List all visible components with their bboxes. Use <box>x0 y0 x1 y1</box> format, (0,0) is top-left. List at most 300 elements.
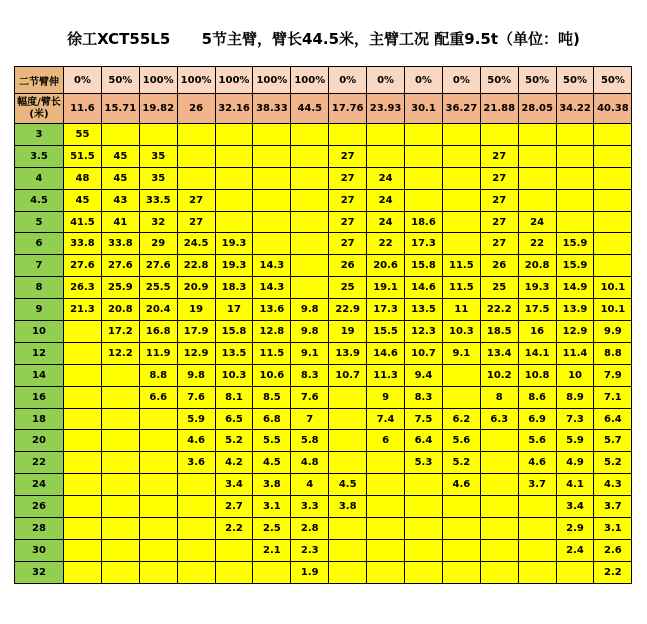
radius-cell: 18 <box>15 408 64 430</box>
load-value-cell <box>442 518 480 540</box>
load-value-cell: 12.2 <box>101 342 139 364</box>
load-value-cell: 10.3 <box>442 321 480 343</box>
load-value-cell: 11 <box>442 299 480 321</box>
boom-length-cell: 32.16 <box>215 94 253 124</box>
load-value-cell <box>177 496 215 518</box>
load-value-cell <box>291 233 329 255</box>
load-value-cell <box>101 496 139 518</box>
boom-length-cell: 17.76 <box>329 94 367 124</box>
boom-length-cell: 26 <box>177 94 215 124</box>
boom-length-cell: 15.71 <box>101 94 139 124</box>
load-value-cell: 9.1 <box>291 342 329 364</box>
load-value-cell <box>518 124 556 146</box>
table-row <box>15 474 632 496</box>
table-row <box>15 299 632 321</box>
load-value-cell: 27.6 <box>64 255 102 277</box>
load-value-cell <box>442 189 480 211</box>
table-row <box>15 124 632 146</box>
length-label-cell: 幅度/臂长(米) <box>15 94 64 124</box>
load-value-cell: 3.7 <box>518 474 556 496</box>
load-value-cell: 45 <box>64 189 102 211</box>
load-value-cell <box>177 145 215 167</box>
load-value-cell <box>442 386 480 408</box>
load-value-cell <box>253 167 291 189</box>
load-value-cell: 5.6 <box>442 430 480 452</box>
load-value-cell <box>367 518 405 540</box>
load-value-cell: 27 <box>480 233 518 255</box>
radius-cell: 3.5 <box>15 145 64 167</box>
load-value-cell: 27 <box>329 211 367 233</box>
table-row <box>15 321 632 343</box>
table-row <box>15 277 632 299</box>
load-value-cell: 27 <box>329 233 367 255</box>
boom-length-cell: 19.82 <box>139 94 177 124</box>
section-extension-cell: 50% <box>101 67 139 94</box>
load-value-cell: 7.9 <box>594 364 632 386</box>
radius-cell: 24 <box>15 474 64 496</box>
load-value-cell: 7.5 <box>405 408 443 430</box>
section-extension-cell: 50% <box>518 67 556 94</box>
load-value-cell: 10.7 <box>329 364 367 386</box>
load-value-cell <box>480 539 518 561</box>
load-value-cell <box>405 124 443 146</box>
load-value-cell <box>64 321 102 343</box>
load-value-cell: 11.5 <box>442 277 480 299</box>
load-value-cell: 51.5 <box>64 145 102 167</box>
load-value-cell <box>329 430 367 452</box>
load-value-cell: 3.4 <box>556 496 594 518</box>
load-value-cell: 27 <box>177 211 215 233</box>
load-value-cell <box>556 145 594 167</box>
radius-cell: 26 <box>15 496 64 518</box>
radius-cell: 4.5 <box>15 189 64 211</box>
load-value-cell <box>329 452 367 474</box>
load-value-cell: 14.9 <box>556 277 594 299</box>
load-value-cell: 29 <box>139 233 177 255</box>
radius-cell: 7 <box>15 255 64 277</box>
load-value-cell: 22.2 <box>480 299 518 321</box>
load-value-cell: 22.8 <box>177 255 215 277</box>
radius-cell: 3 <box>15 124 64 146</box>
load-value-cell <box>405 474 443 496</box>
load-value-cell <box>367 561 405 583</box>
load-value-cell <box>215 167 253 189</box>
boom-length-cell: 30.1 <box>405 94 443 124</box>
load-value-cell <box>215 561 253 583</box>
section-extension-cell: 50% <box>594 67 632 94</box>
section-extension-cell: 0% <box>64 67 102 94</box>
section-extension-cell: 50% <box>480 67 518 94</box>
table-row <box>15 342 632 364</box>
table-row <box>15 518 632 540</box>
load-value-cell <box>101 539 139 561</box>
load-value-cell <box>64 342 102 364</box>
load-value-cell: 11.9 <box>139 342 177 364</box>
load-value-cell <box>64 452 102 474</box>
load-value-cell <box>518 496 556 518</box>
load-value-cell: 6.8 <box>253 408 291 430</box>
load-value-cell: 4.6 <box>518 452 556 474</box>
load-value-cell: 4.6 <box>442 474 480 496</box>
load-value-cell: 27 <box>480 189 518 211</box>
load-value-cell: 13.9 <box>556 299 594 321</box>
load-value-cell: 22.9 <box>329 299 367 321</box>
load-value-cell: 2.2 <box>215 518 253 540</box>
load-value-cell <box>442 539 480 561</box>
load-value-cell: 12.9 <box>556 321 594 343</box>
section-extension-cell: 0% <box>329 67 367 94</box>
load-value-cell: 27 <box>480 211 518 233</box>
boom-length-cell: 40.38 <box>594 94 632 124</box>
load-value-cell: 6.3 <box>480 408 518 430</box>
load-value-cell <box>480 561 518 583</box>
section-extension-cell: 100% <box>291 67 329 94</box>
load-value-cell: 12.3 <box>405 321 443 343</box>
load-value-cell: 33.5 <box>139 189 177 211</box>
load-value-cell: 6.4 <box>594 408 632 430</box>
table-row <box>15 430 632 452</box>
load-value-cell <box>480 430 518 452</box>
load-value-cell: 4.9 <box>556 452 594 474</box>
load-value-cell: 4.5 <box>329 474 367 496</box>
section-label-cell: 二节臂伸 <box>15 67 64 94</box>
load-value-cell: 7 <box>291 408 329 430</box>
load-value-cell: 24 <box>367 189 405 211</box>
load-value-cell: 11.4 <box>556 342 594 364</box>
boom-length-cell: 34.22 <box>556 94 594 124</box>
section-extension-cell: 100% <box>177 67 215 94</box>
load-value-cell: 2.4 <box>556 539 594 561</box>
load-value-cell: 10.6 <box>253 364 291 386</box>
radius-cell: 14 <box>15 364 64 386</box>
table-row <box>15 539 632 561</box>
section-extension-cell: 50% <box>556 67 594 94</box>
radius-cell: 8 <box>15 277 64 299</box>
load-value-cell <box>64 561 102 583</box>
radius-cell: 5 <box>15 211 64 233</box>
load-value-cell <box>556 167 594 189</box>
load-value-cell: 11.3 <box>367 364 405 386</box>
load-value-cell: 14.6 <box>367 342 405 364</box>
radius-cell: 10 <box>15 321 64 343</box>
load-value-cell: 55 <box>64 124 102 146</box>
table-row <box>15 233 632 255</box>
load-value-cell <box>291 124 329 146</box>
load-value-cell: 20.9 <box>177 277 215 299</box>
load-value-cell: 6.6 <box>139 386 177 408</box>
load-value-cell <box>253 145 291 167</box>
load-value-cell: 25 <box>329 277 367 299</box>
load-value-cell: 5.9 <box>556 430 594 452</box>
section-extension-row <box>15 67 632 94</box>
load-value-cell: 1.9 <box>291 561 329 583</box>
load-value-cell: 3.8 <box>329 496 367 518</box>
load-value-cell: 25.5 <box>139 277 177 299</box>
load-value-cell <box>329 386 367 408</box>
load-value-cell: 6.9 <box>518 408 556 430</box>
load-value-cell <box>101 408 139 430</box>
load-value-cell <box>291 277 329 299</box>
load-value-cell <box>215 211 253 233</box>
load-value-cell: 10.8 <box>518 364 556 386</box>
load-value-cell: 19 <box>329 321 367 343</box>
section-extension-cell: 0% <box>367 67 405 94</box>
load-value-cell <box>139 561 177 583</box>
table-row <box>15 189 632 211</box>
load-value-cell: 8.3 <box>291 364 329 386</box>
load-value-cell: 10.2 <box>480 364 518 386</box>
load-value-cell: 5.2 <box>594 452 632 474</box>
load-value-cell: 10.7 <box>405 342 443 364</box>
load-value-cell <box>442 496 480 518</box>
load-value-cell: 9.8 <box>177 364 215 386</box>
load-value-cell <box>442 211 480 233</box>
load-value-cell: 7.3 <box>556 408 594 430</box>
load-value-cell <box>594 233 632 255</box>
radius-cell: 32 <box>15 561 64 583</box>
load-value-cell <box>480 452 518 474</box>
load-value-cell: 10.1 <box>594 299 632 321</box>
radius-cell: 30 <box>15 539 64 561</box>
load-value-cell <box>253 189 291 211</box>
radius-cell: 9 <box>15 299 64 321</box>
load-value-cell <box>480 124 518 146</box>
boom-length-cell: 38.33 <box>253 94 291 124</box>
load-value-cell: 2.1 <box>253 539 291 561</box>
load-value-cell: 15.8 <box>215 321 253 343</box>
load-value-cell: 21.3 <box>64 299 102 321</box>
load-value-cell: 15.8 <box>405 255 443 277</box>
table-row <box>15 452 632 474</box>
load-value-cell <box>215 145 253 167</box>
load-value-cell: 7.1 <box>594 386 632 408</box>
load-value-cell: 27.6 <box>101 255 139 277</box>
load-value-cell: 3.8 <box>253 474 291 496</box>
load-value-cell: 2.7 <box>215 496 253 518</box>
load-value-cell: 5.6 <box>518 430 556 452</box>
load-value-cell: 19.3 <box>215 255 253 277</box>
load-value-cell <box>101 364 139 386</box>
load-value-cell: 27.6 <box>139 255 177 277</box>
load-value-cell <box>405 539 443 561</box>
load-value-cell: 14.3 <box>253 277 291 299</box>
load-value-cell <box>253 124 291 146</box>
load-value-cell: 48 <box>64 167 102 189</box>
load-value-cell: 35 <box>139 167 177 189</box>
load-value-cell <box>139 452 177 474</box>
load-value-cell <box>253 211 291 233</box>
load-value-cell <box>594 189 632 211</box>
load-value-cell: 8.8 <box>594 342 632 364</box>
load-value-cell: 17.3 <box>367 299 405 321</box>
load-value-cell: 13.5 <box>405 299 443 321</box>
load-value-cell: 12.8 <box>253 321 291 343</box>
load-value-cell <box>367 124 405 146</box>
load-value-cell <box>518 518 556 540</box>
load-value-cell: 10.1 <box>594 277 632 299</box>
load-value-cell <box>253 561 291 583</box>
load-value-cell <box>518 561 556 583</box>
load-value-cell: 8.3 <box>405 386 443 408</box>
load-value-cell: 22 <box>518 233 556 255</box>
load-value-cell: 20.4 <box>139 299 177 321</box>
load-value-cell <box>329 408 367 430</box>
load-value-cell: 6.4 <box>405 430 443 452</box>
load-value-cell: 24 <box>367 167 405 189</box>
load-value-cell: 3.1 <box>594 518 632 540</box>
load-value-cell: 6 <box>367 430 405 452</box>
load-value-cell: 14.1 <box>518 342 556 364</box>
load-value-cell: 8.6 <box>518 386 556 408</box>
load-value-cell: 26 <box>480 255 518 277</box>
load-value-cell <box>556 561 594 583</box>
load-value-cell <box>329 539 367 561</box>
load-value-cell <box>139 124 177 146</box>
section-extension-cell: 100% <box>253 67 291 94</box>
load-value-cell: 17.3 <box>405 233 443 255</box>
load-value-cell: 7.4 <box>367 408 405 430</box>
load-value-cell <box>215 189 253 211</box>
load-value-cell <box>139 408 177 430</box>
load-value-cell: 18.5 <box>480 321 518 343</box>
load-value-cell: 27 <box>177 189 215 211</box>
load-value-cell <box>101 561 139 583</box>
load-value-cell <box>291 189 329 211</box>
load-value-cell <box>594 145 632 167</box>
table-row <box>15 255 632 277</box>
load-value-cell: 15.5 <box>367 321 405 343</box>
load-value-cell: 27 <box>329 145 367 167</box>
load-value-cell <box>480 474 518 496</box>
section-extension-cell: 0% <box>442 67 480 94</box>
load-value-cell: 24.5 <box>177 233 215 255</box>
load-value-cell: 27 <box>480 167 518 189</box>
load-value-cell: 43 <box>101 189 139 211</box>
load-value-cell <box>367 452 405 474</box>
load-value-cell <box>291 145 329 167</box>
load-value-cell: 2.8 <box>291 518 329 540</box>
load-value-cell: 9.4 <box>405 364 443 386</box>
load-value-cell <box>480 518 518 540</box>
load-value-cell: 8.5 <box>253 386 291 408</box>
load-value-cell: 26.3 <box>64 277 102 299</box>
load-value-cell: 13.5 <box>215 342 253 364</box>
load-value-cell: 9.8 <box>291 299 329 321</box>
load-value-cell <box>594 255 632 277</box>
load-value-cell <box>329 561 367 583</box>
load-value-cell <box>291 167 329 189</box>
load-value-cell: 2.5 <box>253 518 291 540</box>
load-value-cell: 5.3 <box>405 452 443 474</box>
load-value-cell: 5.5 <box>253 430 291 452</box>
load-value-cell <box>405 496 443 518</box>
load-value-cell: 11.5 <box>253 342 291 364</box>
load-value-cell: 7.6 <box>177 386 215 408</box>
load-value-cell: 8.8 <box>139 364 177 386</box>
load-value-cell: 18.3 <box>215 277 253 299</box>
load-value-cell <box>442 145 480 167</box>
load-value-cell <box>64 408 102 430</box>
load-value-cell: 4.5 <box>253 452 291 474</box>
load-value-cell: 10.3 <box>215 364 253 386</box>
load-value-cell: 18.6 <box>405 211 443 233</box>
boom-length-cell: 28.05 <box>518 94 556 124</box>
table-row <box>15 496 632 518</box>
load-value-cell: 12.9 <box>177 342 215 364</box>
load-value-cell <box>556 189 594 211</box>
radius-cell: 28 <box>15 518 64 540</box>
load-value-cell: 2.9 <box>556 518 594 540</box>
load-value-cell <box>518 189 556 211</box>
load-value-cell: 5.7 <box>594 430 632 452</box>
load-value-cell: 13.4 <box>480 342 518 364</box>
load-value-cell <box>442 233 480 255</box>
load-value-cell: 19.3 <box>215 233 253 255</box>
load-value-cell <box>518 167 556 189</box>
load-value-cell: 14.6 <box>405 277 443 299</box>
load-value-cell: 26 <box>329 255 367 277</box>
load-value-cell: 5.8 <box>291 430 329 452</box>
load-value-cell <box>405 518 443 540</box>
load-value-cell <box>253 233 291 255</box>
boom-length-row <box>15 94 632 124</box>
load-value-cell: 5.9 <box>177 408 215 430</box>
page-title: 徐工XCT55L5 5节主臂，臂长44.5米，主臂工况 配重9.5t（单位：吨) <box>67 30 580 48</box>
load-value-cell <box>215 124 253 146</box>
load-value-cell: 8 <box>480 386 518 408</box>
load-value-cell <box>291 255 329 277</box>
load-value-cell: 3.3 <box>291 496 329 518</box>
load-value-cell <box>442 124 480 146</box>
load-value-cell: 45 <box>101 167 139 189</box>
load-value-cell <box>518 539 556 561</box>
load-value-cell <box>177 167 215 189</box>
load-value-cell <box>177 518 215 540</box>
load-value-cell <box>64 539 102 561</box>
load-value-cell <box>177 539 215 561</box>
load-value-cell <box>177 124 215 146</box>
load-value-cell <box>518 145 556 167</box>
table-row <box>15 145 632 167</box>
load-value-cell <box>64 386 102 408</box>
load-value-cell: 5.2 <box>442 452 480 474</box>
boom-length-cell: 36.27 <box>442 94 480 124</box>
load-value-cell <box>139 430 177 452</box>
load-value-cell: 4.6 <box>177 430 215 452</box>
load-value-cell <box>139 474 177 496</box>
table-row <box>15 561 632 583</box>
boom-length-cell: 23.93 <box>367 94 405 124</box>
load-value-cell <box>139 539 177 561</box>
load-value-cell: 2.3 <box>291 539 329 561</box>
load-value-cell <box>215 539 253 561</box>
radius-cell: 4 <box>15 167 64 189</box>
load-value-cell: 8.9 <box>556 386 594 408</box>
boom-length-cell: 21.88 <box>480 94 518 124</box>
radius-cell: 20 <box>15 430 64 452</box>
load-value-cell: 17.9 <box>177 321 215 343</box>
load-value-cell <box>480 496 518 518</box>
load-value-cell <box>367 474 405 496</box>
load-value-cell: 41 <box>101 211 139 233</box>
load-value-cell: 24 <box>518 211 556 233</box>
load-value-cell: 8.1 <box>215 386 253 408</box>
load-value-cell <box>101 124 139 146</box>
load-value-cell: 7.6 <box>291 386 329 408</box>
radius-cell: 12 <box>15 342 64 364</box>
load-value-cell: 17.5 <box>518 299 556 321</box>
load-value-cell: 19 <box>177 299 215 321</box>
